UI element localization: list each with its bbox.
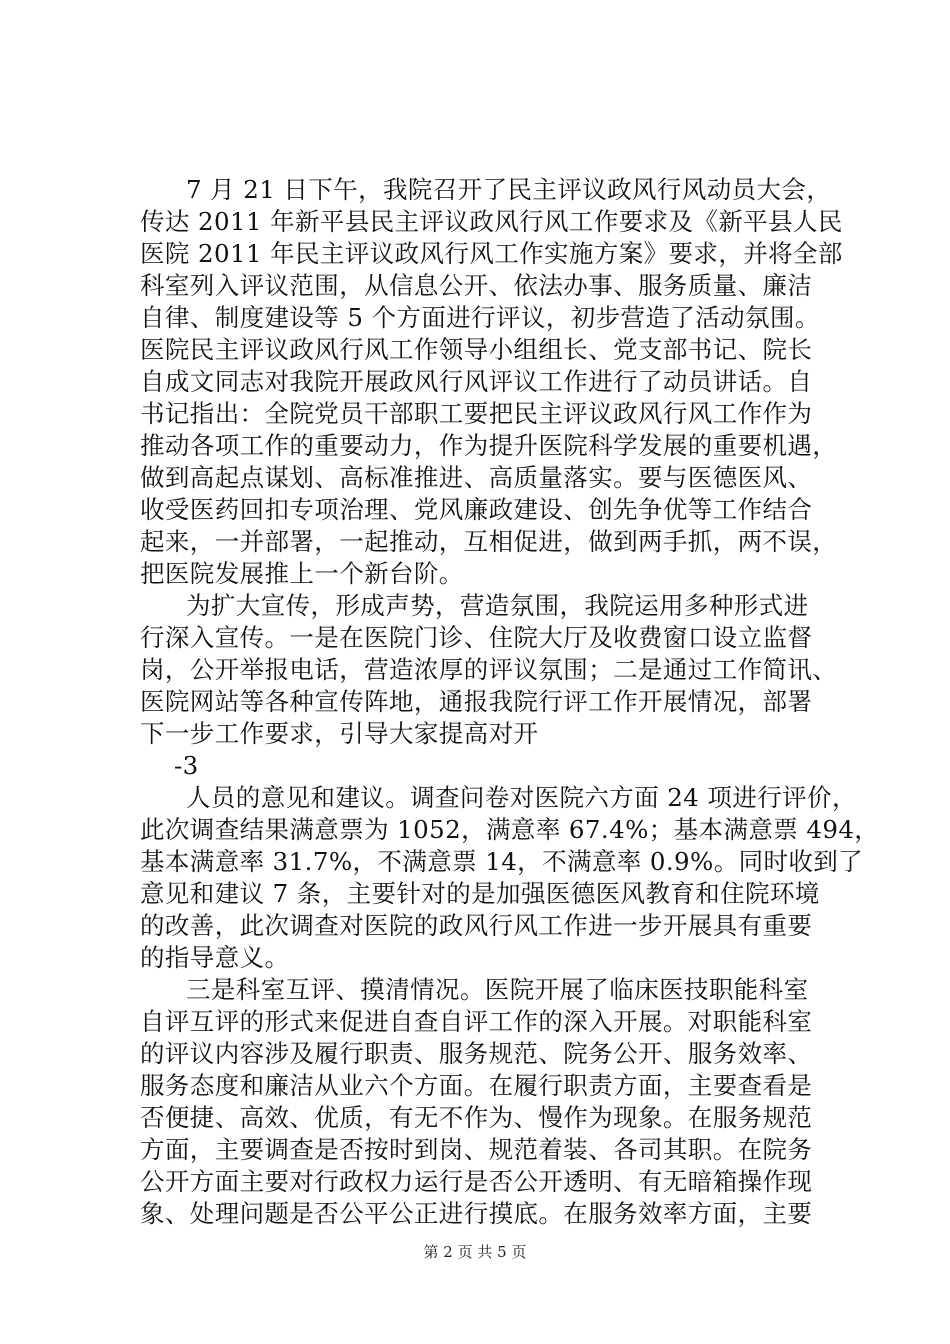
text-line: 为扩大宣传，形成声势，营造氛围，我院运用多种形式进 [186,591,809,620]
page-marker: -3 [174,751,199,780]
text-line: 方面，主要调查是否按时到岗、规范着装、各司其职。在院务 [140,1135,813,1164]
text-line: 医院网站等各种宣传阵地，通报我院行评工作开展情况，部署 [140,687,813,716]
text-line: 的改善，此次调查对医院的政风行风工作进一步开展具有重要 [140,911,813,940]
text-line: 起来，一并部署，一起推动，互相促进，做到两手抓，两不误， [140,527,838,556]
text-line: 自律、制度建设等 5 个方面进行评议，初步营造了活动氛围。 [140,303,820,332]
text-line: 医院 2011 年民主评议政风行风工作实施方案》要求，并将全部 [140,239,843,268]
text-line: 下一步工作要求，引导大家提高对开 [140,719,539,748]
text-line: 三是科室互评、摸清情况。医院开展了临床医技职能科室 [186,975,809,1004]
text-line: 把医院发展推上一个新台阶。 [140,559,464,588]
text-line: 象、处理问题是否公平公正进行摸底。在服务效率方面，主要 [140,1199,813,1228]
text-line: 收受医药回扣专项治理、党风廉政建设、创先争优等工作结合 [140,495,813,524]
text-line: 推动各项工作的重要动力，作为提升医院科学发展的重要机遇， [140,431,838,460]
text-line: 公开方面主要对行政权力运行是否公开透明、有无暗箱操作现 [140,1167,813,1196]
text-line: 自成文同志对我院开展政风行风评议工作进行了动员讲话。自 [140,367,813,396]
text-line: 医院民主评议政风行风工作领导小组组长、党支部书记、院长 [140,335,813,364]
text-line: 意见和建议 7 条，主要针对的是加强医德医风教育和住院环境 [140,879,820,908]
text-line: 书记指出：全院党员干部职工要把民主评议政风行风工作作为 [140,399,813,428]
text-line: 的指导意义。 [140,943,290,972]
text-line: 做到高起点谋划、高标准推进、高质量落实。要与医德医风、 [140,463,813,492]
text-line: 自评互评的形式来促进自查自评工作的深入开展。对职能科室 [140,1007,813,1036]
text-line: 7 月 21 日下午，我院召开了民主评议政风行风动员大会， [186,175,832,204]
text-line: 岗，公开举报电话，营造浓厚的评议氛围；二是通过工作简讯、 [140,655,838,684]
text-line: 人员的意见和建议。调查问卷对医院六方面 24 项进行评价， [186,783,857,812]
text-line: 否便捷、高效、优质，有无不作为、慢作为现象。在服务规范 [140,1103,813,1132]
text-line: 基本满意率 31.7%，不满意票 14，不满意率 0.9%。同时收到了 [140,847,864,876]
text-line: 服务态度和廉洁从业六个方面。在履行职责方面，主要查看是 [140,1071,813,1100]
text-line: 传达 2011 年新平县民主评议政风行风工作要求及《新平县人民 [140,207,843,236]
text-line: 科室列入评议范围，从信息公开、依法办事、服务质量、廉洁 [140,271,813,300]
text-line: 的评议内容涉及履行职责、服务规范、院务公开、服务效率、 [140,1039,813,1068]
text-line: 此次调查结果满意票为 1052，满意率 67.4%；基本满意票 494， [140,815,880,844]
document-body [140,174,880,1230]
text-line: 行深入宣传。一是在医院门诊、住院大厅及收费窗口设立监督 [140,623,813,652]
page-footer: 第 2 页 共 5 页 [423,1243,527,1261]
